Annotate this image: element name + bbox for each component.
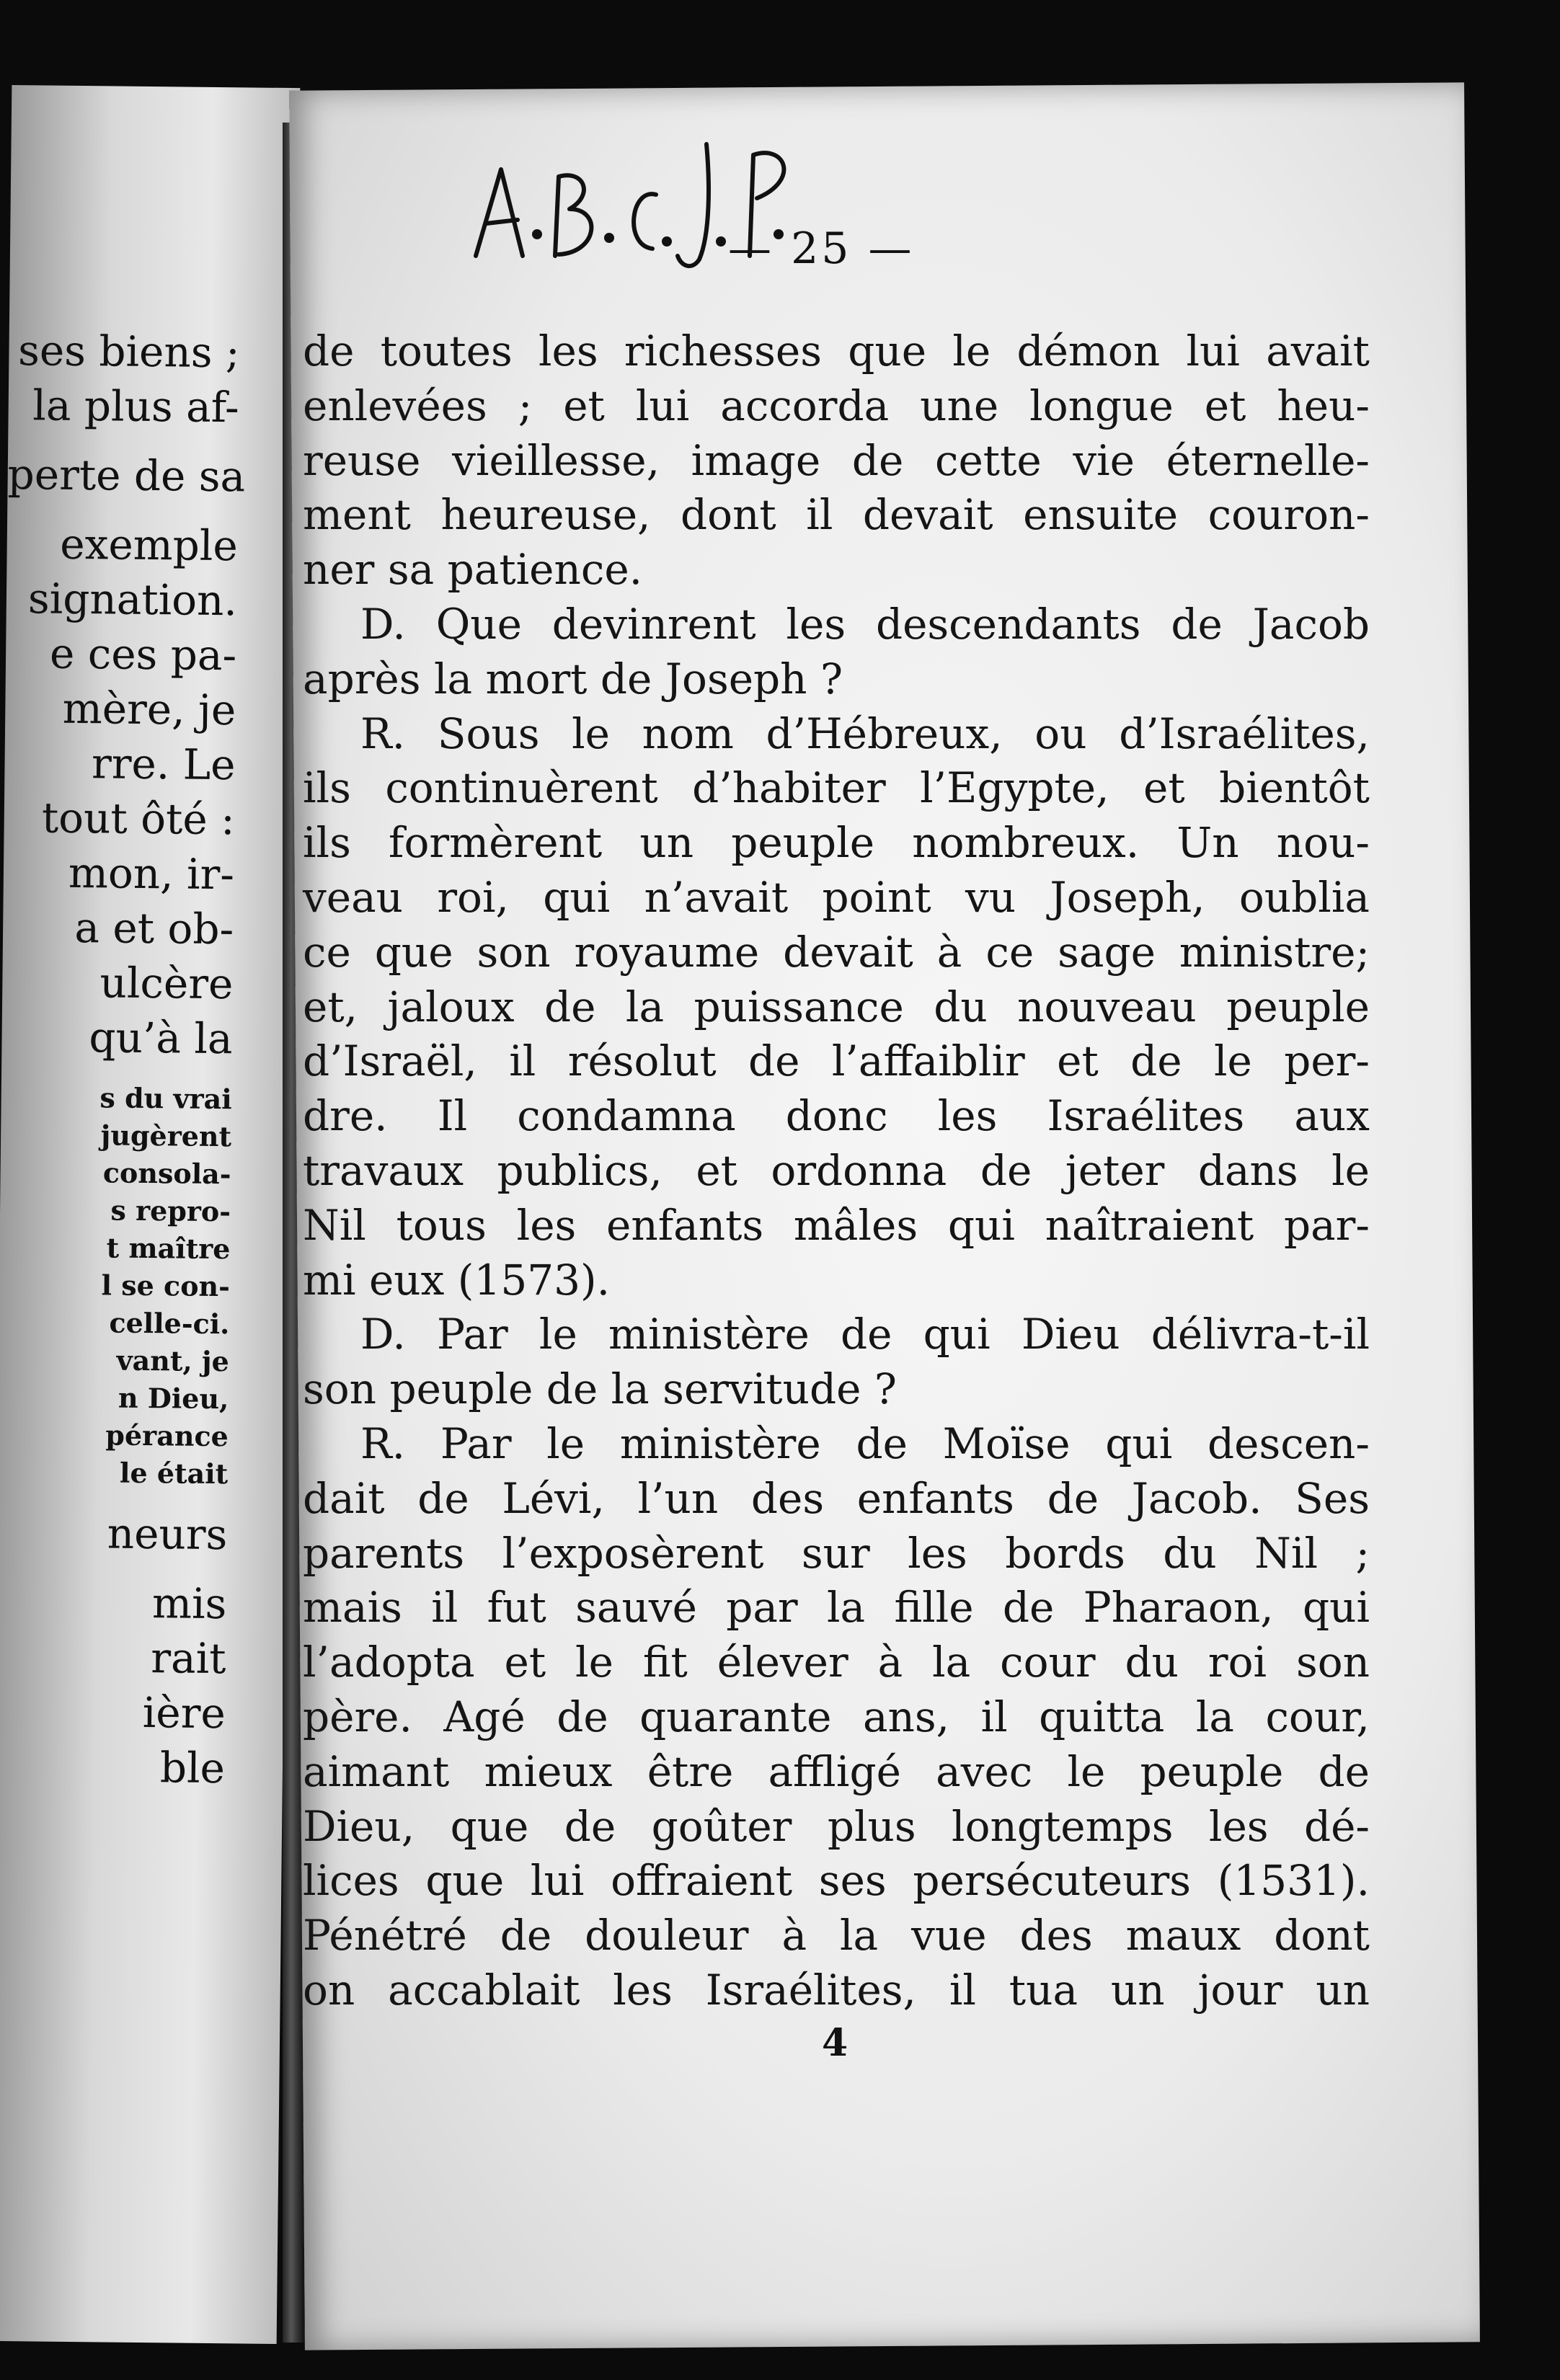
left-page-line: celle-ci.	[109, 1306, 230, 1341]
text-line: on accablait les Israélites, il tua un jour un	[303, 1965, 1370, 2015]
text-line: Nil tous les enfants mâles qui naîtraient par-	[303, 1200, 1370, 1250]
page-body-text	[303, 324, 1370, 2018]
text-line: Pénétré de douleur à la vue des maux dont	[303, 1911, 1370, 1961]
left-page-line: neurs	[107, 1509, 228, 1560]
left-page-line: mère, je	[62, 683, 236, 735]
left-page-line: rre. Le	[91, 739, 236, 790]
left-page-line: qu’à la	[89, 1013, 233, 1064]
left-page-line: ière	[142, 1688, 226, 1739]
text-line: Dieu, que de goûter plus longtemps les dé-	[303, 1801, 1370, 1851]
text-line: ils continuèrent d’habiter l’Egypte, et bientôt	[303, 763, 1370, 813]
text-line: aimant mieux être affligé avec le peuple de	[303, 1746, 1370, 1796]
left-page-line: e ces pa-	[49, 629, 237, 680]
left-page-line: mis	[151, 1578, 227, 1629]
left-page-line: vant, je	[116, 1344, 230, 1378]
left-page-line: pérance	[105, 1418, 229, 1453]
left-page-line: signation.	[27, 574, 238, 626]
text-line: son peuple de la servitude ?	[303, 1364, 897, 1414]
left-page-line: n Dieu,	[118, 1381, 229, 1416]
left-page-line: exemple	[60, 519, 239, 571]
text-line: dre. Il condamna donc les Israélites aux	[303, 1091, 1370, 1141]
left-page-line: l se con-	[101, 1269, 231, 1303]
text-line: reuse vieillesse, image de cette vie éternelle-	[303, 435, 1370, 485]
left-page-line: ble	[159, 1743, 226, 1793]
text-line: D. Que devinrent les descendants de Jacob	[360, 599, 1370, 649]
left-page-line: t maître	[106, 1231, 231, 1266]
text-line: de toutes les richesses que le démon lui avait	[303, 327, 1370, 376]
text-line: ment heureuse, dont il devait ensuite couron-	[303, 490, 1370, 540]
text-line: ner sa patience.	[303, 545, 643, 595]
text-line: enlevées ; et lui accorda une longue et heu-	[303, 381, 1370, 430]
text-line: dait de Lévi, l’un des enfants de Jacob. Ses	[303, 1473, 1370, 1523]
text-line: ils formèrent un peuple nombreux. Un nou-	[303, 818, 1370, 868]
left-page-line: a et ob-	[74, 902, 234, 954]
text-line: R. Par le ministère de Moïse qui descen-	[360, 1418, 1370, 1468]
left-page-line: consola-	[102, 1156, 231, 1191]
text-line: D. Par le ministère de qui Dieu délivra-t-il	[360, 1310, 1370, 1359]
left-page-line: tout ôté :	[41, 793, 236, 845]
left-page-line: la plus af-	[32, 381, 240, 432]
text-line: l’adopta et le fit élever à la cour du roi son	[303, 1638, 1370, 1687]
text-line: d’Israël, il résolut de l’affaiblir et de le per-	[303, 1036, 1370, 1086]
text-line: mi eux (1573).	[303, 1255, 611, 1305]
left-page-line: le était	[119, 1456, 229, 1491]
left-page-line: s repro-	[110, 1194, 231, 1228]
text-line: père. Agé de quarante ans, il quitta la cour,	[303, 1692, 1370, 1741]
left-page-line: jugèrent	[100, 1119, 232, 1153]
left-page-line: mon, ir-	[68, 848, 235, 900]
text-line: R. Sous le nom d’Hébreux, ou d’Israélites,	[360, 709, 1370, 758]
text-line: veau roi, qui n’avait point vu Joseph, oublia	[303, 872, 1370, 922]
left-page-line: perte de sa	[7, 449, 246, 502]
left-page-line: rait	[151, 1633, 226, 1684]
text-line: lices que lui offraient ses persécuteurs (1531).	[303, 1856, 1370, 1906]
text-line: mais il fut sauvé par la fille de Pharaon, qui	[303, 1583, 1370, 1633]
text-line: parents l’exposèrent sur les bords du Nil ;	[303, 1528, 1370, 1578]
left-page-line: ulcère	[99, 958, 234, 1009]
text-line: et, jaloux de la puissance du nouveau peuple	[303, 982, 1370, 1031]
signature-mark: 4	[822, 2021, 848, 2065]
left-page-line: ses biens ;	[17, 326, 240, 378]
left-page	[0, 85, 300, 2344]
text-line: travaux publics, et ordonna de jeter dans le	[303, 1145, 1370, 1195]
text-line: après la mort de Joseph ?	[303, 654, 843, 703]
page-number: — 25 —	[728, 223, 915, 274]
left-page-line: s du vrai	[99, 1081, 232, 1116]
left-page-text	[0, 323, 247, 1795]
text-line: ce que son royaume devait à ce sage ministre;	[303, 927, 1370, 977]
